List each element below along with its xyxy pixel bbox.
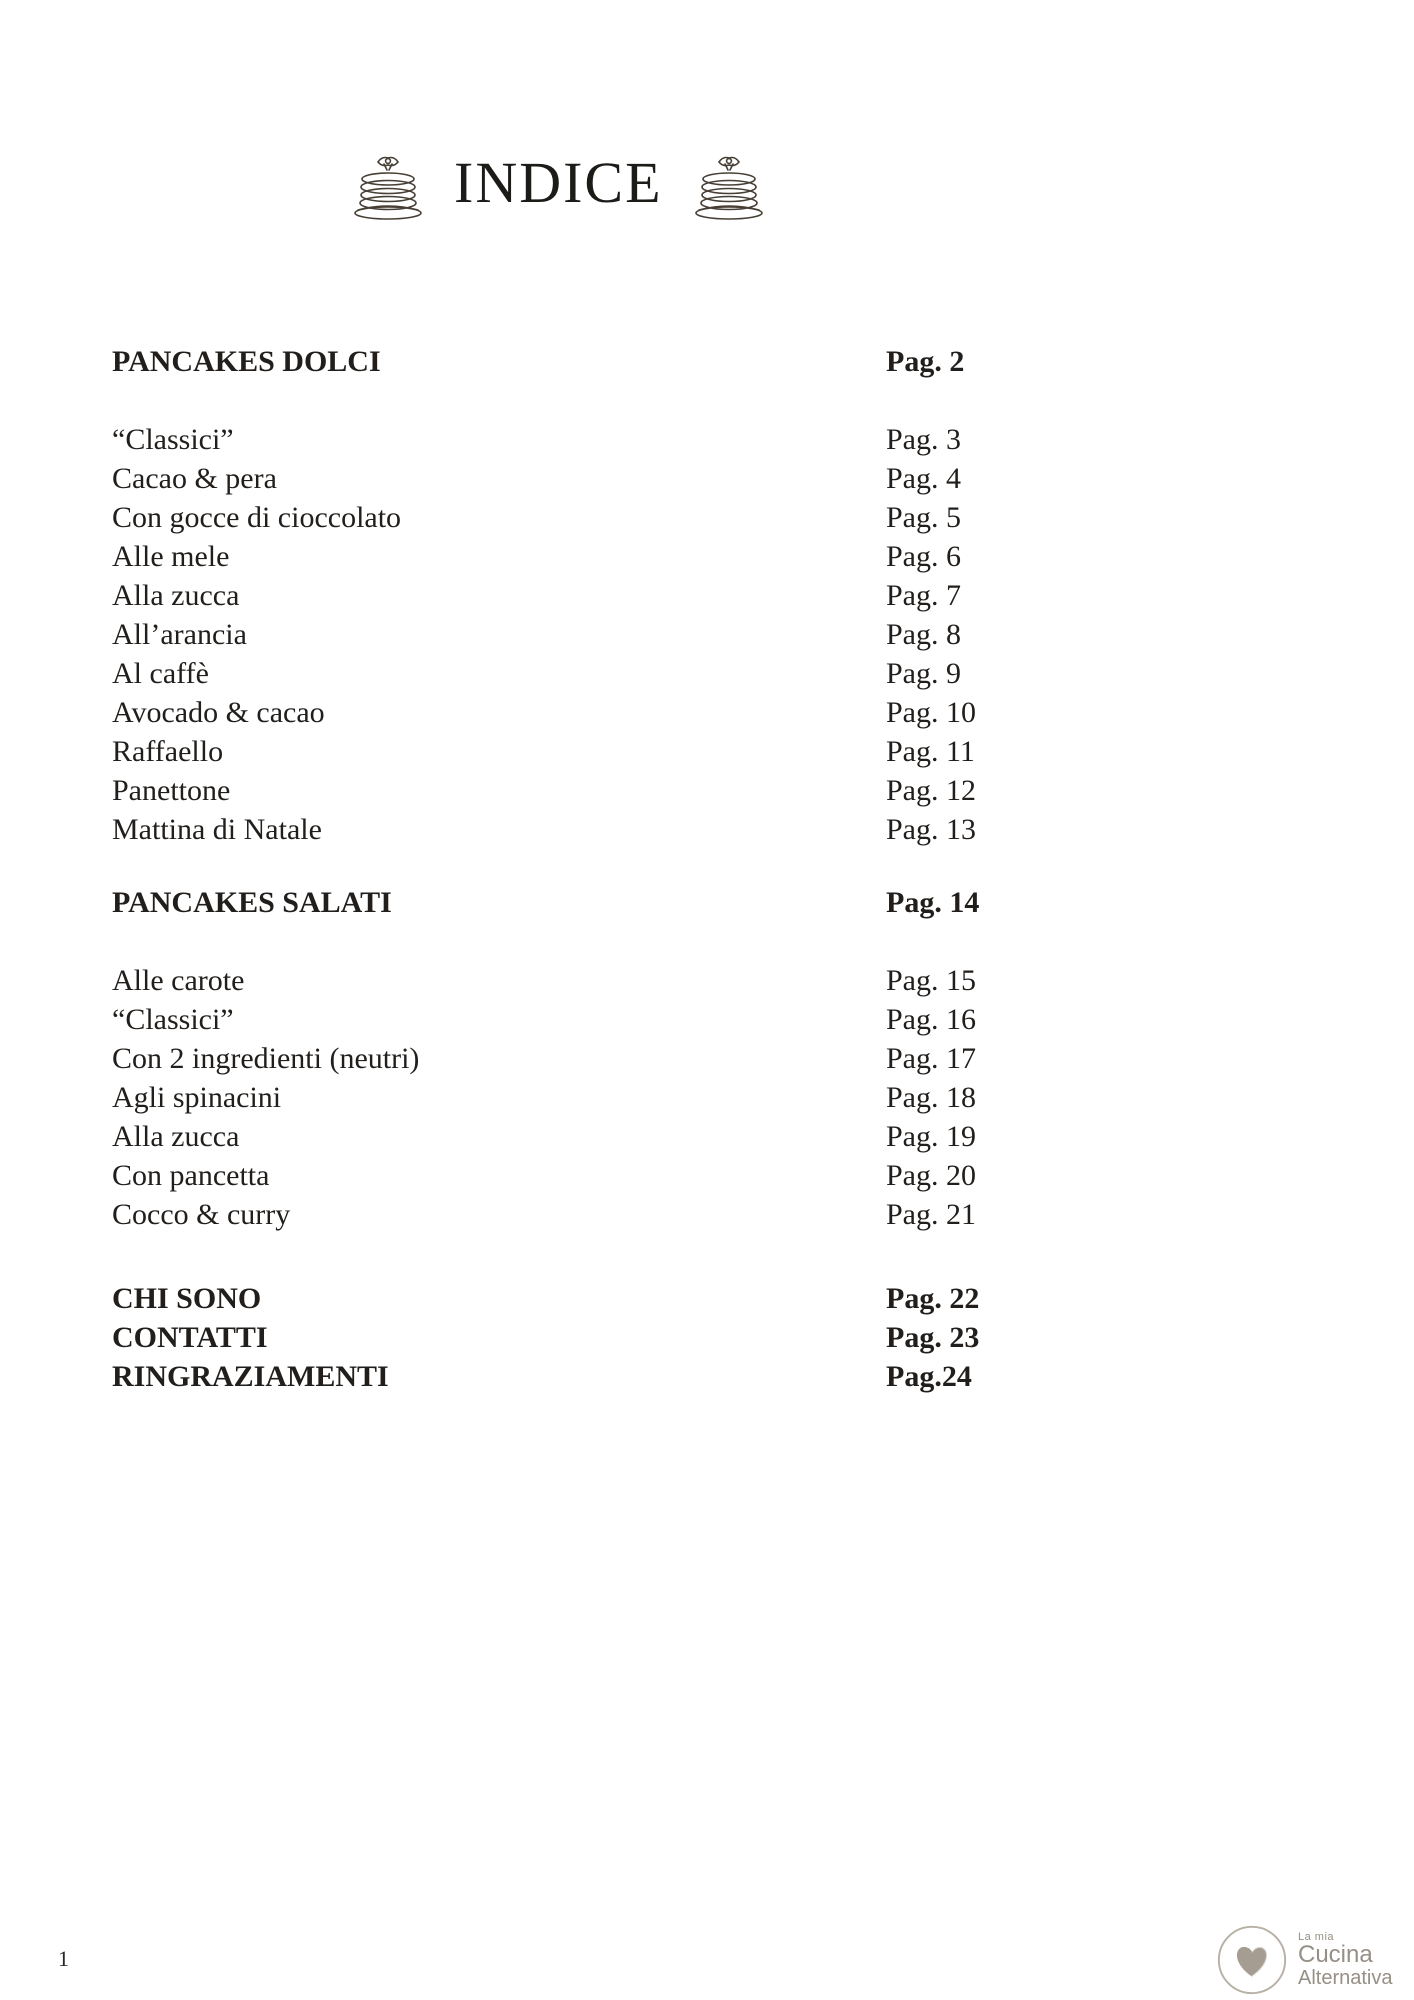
toc-row [112, 1279, 1012, 1318]
toc-row [112, 342, 1012, 381]
toc-row [112, 498, 1012, 537]
toc-label: Con 2 ingredienti (neutri) [112, 1042, 420, 1075]
toc-label: “Classici” [112, 423, 234, 456]
toc-section [112, 1279, 1012, 1396]
toc-row [112, 883, 1012, 922]
toc-label: Con pancetta [112, 1159, 270, 1192]
brand-logo [1216, 1924, 1393, 1996]
toc-label: Avocado & cacao [112, 696, 325, 729]
toc-label: Alle carote [112, 964, 245, 997]
toc-label: Mattina di Natale [112, 813, 322, 846]
toc-page-ref: Pag. 15 [886, 964, 976, 997]
toc-page-ref: Pag. 9 [886, 657, 961, 690]
toc-label: Alla zucca [112, 579, 240, 612]
toc-page-ref: Pag. 3 [886, 423, 961, 456]
toc-label: “Classici” [112, 1003, 234, 1036]
toc-page-ref: Pag. 20 [886, 1159, 976, 1192]
toc-row [112, 693, 1012, 732]
toc-row [112, 459, 1012, 498]
pancake-stack-icon [689, 150, 769, 222]
heart-logo-icon [1216, 1924, 1288, 1996]
brand-logo-text [1298, 1932, 1393, 1988]
toc-row [112, 420, 1012, 459]
toc-row [112, 1039, 1012, 1078]
page-number: 1 [58, 1946, 69, 1971]
toc-label: Agli spinacini [112, 1081, 282, 1114]
toc-page-ref: Pag. 21 [886, 1198, 976, 1231]
toc-page-ref: Pag. 8 [886, 618, 961, 651]
toc-label: Alla zucca [112, 1120, 240, 1153]
toc-label: PANCAKES DOLCI [112, 345, 381, 378]
toc-label: All’arancia [112, 618, 247, 651]
toc-row [112, 1117, 1012, 1156]
brand-logo-line2: Cucina [1298, 1941, 1373, 1969]
toc-row [112, 537, 1012, 576]
brand-logo-line3: Alternativa [1298, 1966, 1393, 1989]
toc-row [112, 1195, 1012, 1234]
toc-row [112, 732, 1012, 771]
brand-logo-line1: La mia [1298, 1930, 1335, 1943]
toc-row [112, 1000, 1012, 1039]
toc-page-ref: Pag. 17 [886, 1042, 976, 1075]
toc-page-ref: Pag. 16 [886, 1003, 976, 1036]
toc-page-ref: Pag. 23 [886, 1321, 980, 1354]
toc-page-ref: Pag. 19 [886, 1120, 976, 1153]
toc-row [112, 771, 1012, 810]
toc-row [112, 1078, 1012, 1117]
toc-page-ref: Pag. 13 [886, 813, 976, 846]
toc-section [112, 342, 1012, 849]
toc-page-ref: Pag. 5 [886, 501, 961, 534]
toc-label: Cocco & curry [112, 1198, 291, 1231]
toc-label: Al caffè [112, 657, 209, 690]
toc-row [112, 576, 1012, 615]
table-of-contents [112, 342, 1012, 1396]
toc-label: Raffaello [112, 735, 224, 768]
toc-row [112, 1318, 1012, 1357]
toc-page-ref: Pag. 2 [886, 345, 965, 378]
page-title: INDICE [454, 150, 663, 215]
toc-label: Alle mele [112, 540, 230, 573]
toc-label: Panettone [112, 774, 231, 807]
toc-row [112, 810, 1012, 849]
toc-section [112, 883, 1012, 1234]
toc-page-ref: Pag. 4 [886, 462, 961, 495]
toc-label: RINGRAZIAMENTI [112, 1360, 389, 1393]
toc-page-ref: Pag. 22 [886, 1282, 980, 1315]
toc-label: PANCAKES SALATI [112, 886, 392, 919]
toc-page-ref: Pag. 12 [886, 774, 976, 807]
toc-label: CHI SONO [112, 1282, 262, 1315]
toc-row [112, 1156, 1012, 1195]
toc-row [112, 615, 1012, 654]
page-header [348, 150, 769, 222]
toc-page-ref: Pag. 11 [886, 735, 975, 768]
toc-label: CONTATTI [112, 1321, 268, 1354]
toc-label: Cacao & pera [112, 462, 277, 495]
toc-page-ref: Pag. 6 [886, 540, 961, 573]
toc-page-ref: Pag. 14 [886, 886, 980, 919]
toc-page-ref: Pag. 7 [886, 579, 961, 612]
toc-page-ref: Pag. 10 [886, 696, 976, 729]
toc-label: Con gocce di cioccolato [112, 501, 402, 534]
toc-page-ref: Pag.24 [886, 1360, 972, 1393]
pancake-stack-icon [348, 150, 428, 222]
toc-row [112, 654, 1012, 693]
toc-row [112, 961, 1012, 1000]
toc-page-ref: Pag. 18 [886, 1081, 976, 1114]
toc-row [112, 1357, 1012, 1396]
